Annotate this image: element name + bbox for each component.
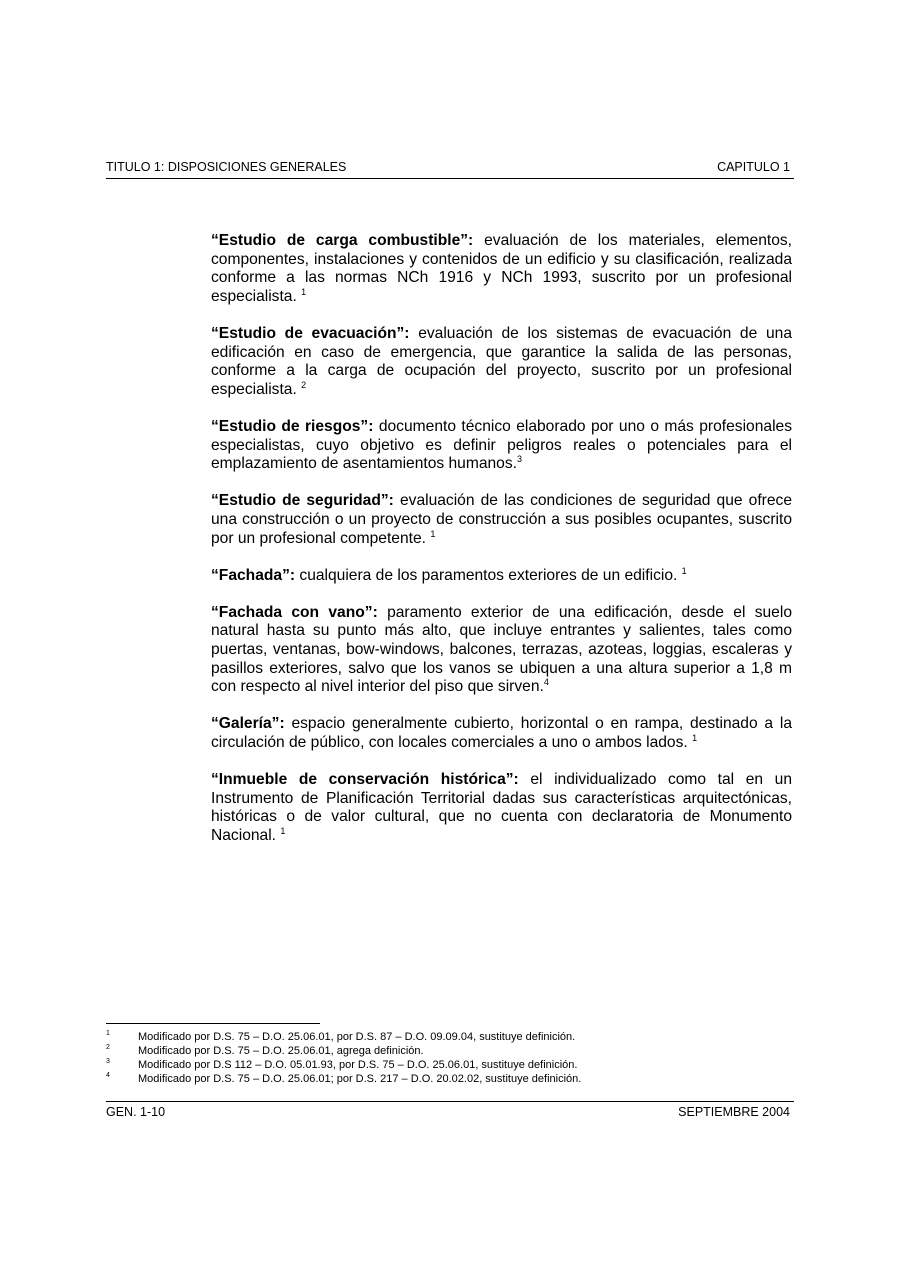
definition-term: “Estudio de carga combustible”: bbox=[211, 232, 474, 249]
definition-entry bbox=[211, 715, 792, 752]
definition-entry bbox=[211, 325, 792, 399]
definition-text: cualquiera de los paramentos exteriores de un edificio. bbox=[295, 566, 682, 584]
footnote-ref[interactable]: 3 bbox=[517, 454, 523, 465]
footnote-text: Modificado por D.S. 75 – D.O. 25.06.01; por D.S. 217 – D.O. 20.02.02, sustituye definición. bbox=[138, 1073, 582, 1085]
definition-entry bbox=[211, 492, 792, 548]
footnote-ref[interactable]: 1 bbox=[280, 826, 286, 836]
page-footer bbox=[106, 1101, 794, 1119]
page-number: GEN. 1-10 bbox=[106, 1105, 166, 1119]
definition-text: evaluación de los materiales, elementos, componentes, instalaciones y contenidos de un edificio y su clasificación, realizada conforme a las normas NCh 1916 y NCh 1993, suscrito por un profesional especialista. bbox=[211, 232, 793, 305]
footnote-text: Modificado por D.S. 75 – D.O. 25.06.01, por D.S. 87 – D.O. 09.09.04, sustituye definición. bbox=[138, 1031, 576, 1043]
definition-term: “Estudio de evacuación”: bbox=[211, 324, 410, 342]
definition-term: “Estudio de seguridad”: bbox=[211, 492, 394, 510]
header-title: TITULO 1: DISPOSICIONES GENERALES bbox=[106, 160, 347, 174]
definition-entry bbox=[211, 604, 792, 697]
definition-entry bbox=[211, 771, 792, 845]
footnote-divider bbox=[106, 1023, 320, 1024]
footnote-ref[interactable]: 1 bbox=[430, 528, 436, 539]
definition-text: documento técnico elaborado por uno o más profesionales especialistas, cuyo objetivo es definir peligros reales o potenciales para el emplazamiento de asentamientos humanos. bbox=[211, 417, 793, 473]
definition-text: el individualizado como tal en un Instrumento de Planificación Territorial dadas sus características arquitectónicas, históricas o de valor cultural, que no cuenta con declaratoria de Monumento Nacional. bbox=[211, 771, 793, 844]
page-header bbox=[106, 160, 794, 179]
definition-entry bbox=[211, 418, 792, 474]
footnote-ref[interactable]: 1 bbox=[681, 565, 687, 576]
definition-text: evaluación de los sistemas de evacuación de una edificación en caso de emergencia, que garantice la salida de las personas, conforme a la carga de ocupación del proyecto, suscrito por un profesional especialista. bbox=[211, 324, 792, 398]
definition-text: paramento exterior de una edificación, desde el suelo natural hasta su punto más alto, que incluye entrantes y salientes, tales como puertas, ventanas, bow-windows, balcones, terrazas, azoteas, loggias, escaleras y pasillos exteriores, salvo que los vanos se ubiquen a una altura superior a 1,8 m con respecto al nivel interior del piso que sirven. bbox=[211, 603, 792, 696]
definition-entry bbox=[211, 567, 792, 586]
definition-entry bbox=[211, 232, 792, 306]
footnote bbox=[106, 1044, 794, 1058]
footnote-ref[interactable]: 1 bbox=[692, 733, 698, 744]
footnote-number: 3 bbox=[106, 1058, 110, 1065]
footnote bbox=[106, 1058, 794, 1072]
definition-term: “Fachada con vano”: bbox=[211, 603, 378, 621]
footnote-number: 4 bbox=[106, 1072, 110, 1079]
footnote-number: 1 bbox=[106, 1030, 110, 1037]
footnote-text: Modificado por D.S 112 – D.O. 05.01.93, por D.S. 75 – D.O. 25.06.01, sustituye definición. bbox=[138, 1059, 578, 1071]
definition-text: espacio generalmente cubierto, horizontal o en rampa, destinado a la circulación de público, con locales comerciales a uno o ambos lados. bbox=[211, 715, 792, 752]
definition-term: “Galería”: bbox=[211, 715, 285, 733]
definitions-list bbox=[211, 232, 792, 864]
footnotes bbox=[106, 1030, 794, 1086]
definition-term: “Estudio de riesgos”: bbox=[211, 417, 374, 435]
definition-term: “Inmueble de conservación histórica”: bbox=[211, 771, 519, 789]
footnote bbox=[106, 1030, 794, 1044]
footer-date: SEPTIEMBRE 2004 bbox=[678, 1105, 790, 1119]
footnote-ref[interactable]: 4 bbox=[543, 677, 549, 688]
footnote-ref[interactable]: 1 bbox=[301, 286, 307, 297]
header-chapter: CAPITULO 1 bbox=[717, 160, 790, 174]
definition-term: “Fachada”: bbox=[211, 566, 296, 584]
footnote bbox=[106, 1072, 794, 1086]
footnote-number: 2 bbox=[106, 1044, 110, 1051]
footnote-ref[interactable]: 2 bbox=[301, 379, 307, 390]
definition-text: evaluación de las condiciones de seguridad que ofrece una construcción o un proyecto de construcción a sus posibles ocupantes, suscrito por un profesional competente. bbox=[211, 492, 793, 547]
footnote-text: Modificado por D.S. 75 – D.O. 25.06.01, agrega definición. bbox=[138, 1045, 424, 1057]
